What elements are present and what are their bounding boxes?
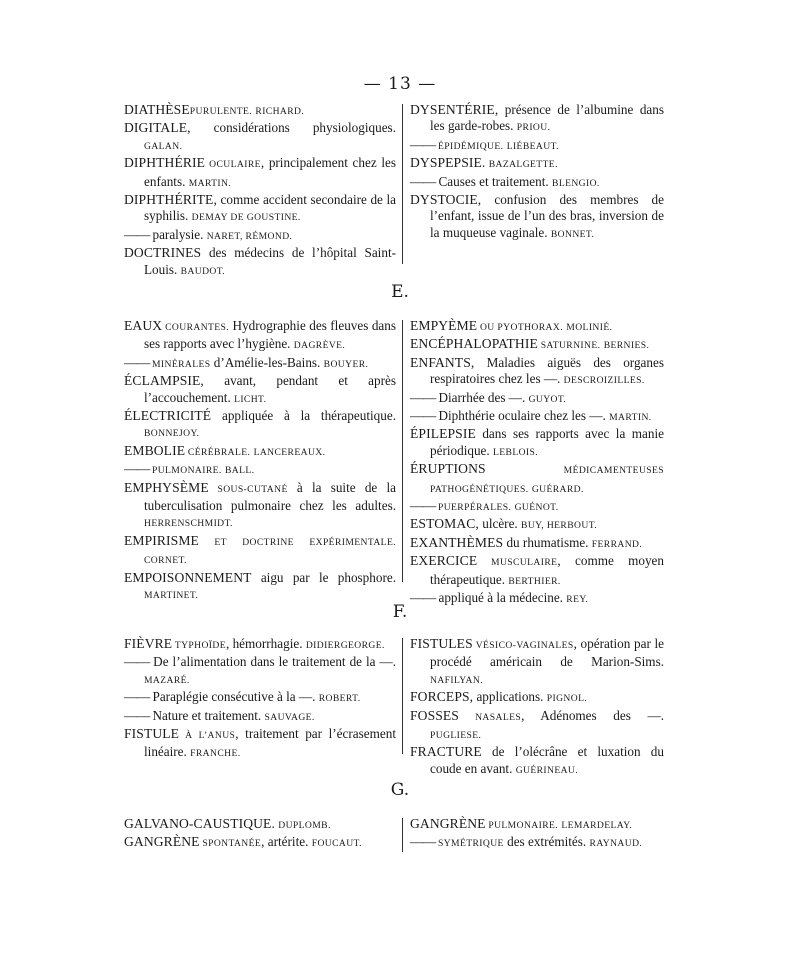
entry-author: LIÉBEAUT.	[506, 140, 559, 152]
entry-author: MARTIN.	[609, 412, 652, 424]
index-entry	[410, 336, 664, 354]
index-entry	[410, 834, 664, 852]
entry-author: BAZALGETTE.	[488, 159, 558, 171]
entry-heading: ——	[124, 689, 150, 705]
entry-qualifier: SYMÉTRIQUE	[435, 838, 504, 850]
entry-heading: ——	[410, 389, 436, 405]
entry-heading: FIÈVRE	[124, 636, 173, 651]
entry-author: RAYNAUD.	[589, 838, 643, 850]
entry-heading: DOCTRINES	[124, 245, 202, 261]
column-divider	[402, 104, 403, 264]
entry-heading: DYSENTÉRIE,	[410, 102, 499, 117]
index-entry	[124, 689, 396, 707]
index-entry	[410, 355, 664, 390]
index-entry	[410, 426, 664, 461]
entry-author: HERRENSCHMIDT.	[144, 518, 233, 530]
entry-author: MOLINIÉ.	[566, 322, 613, 333]
entry-description: considérations physiologiques.	[190, 120, 396, 136]
index-entry	[410, 689, 664, 707]
letter-heading-f: F.	[392, 602, 408, 622]
entry-author: MARTIN.	[188, 177, 232, 189]
entry-description: d’Amélie-les-Bains.	[210, 354, 324, 370]
entry-author: NARET, RÉMOND.	[206, 230, 293, 242]
entry-author: LANCEREAUX.	[253, 446, 326, 458]
entry-heading: ENCÉPHALOPATHIE	[410, 336, 538, 352]
index-entry	[410, 535, 664, 553]
entry-author: FERRAND.	[591, 538, 643, 550]
entry-author: GUÉNOT.	[514, 502, 559, 514]
entry-description: du rhumatisme.	[503, 534, 592, 550]
entry-qualifier: COURANTES.	[162, 322, 230, 333]
entry-author: FRANCHE.	[190, 748, 241, 760]
entry-heading: EMPIRISME	[124, 532, 199, 548]
entry-author: BLENGIO.	[552, 177, 600, 189]
entry-description: Nature et traitement.	[149, 707, 265, 723]
index-entry	[410, 192, 664, 243]
column-left	[124, 318, 396, 605]
entry-description: présence de l’albumine dans les garde-robes.	[430, 102, 664, 134]
entry-heading: GANGRÈNE	[124, 834, 200, 850]
entry-qualifier: MÉDICAMENTEUSES PATHOGÉNÉTIQUES.	[430, 465, 664, 495]
entry-author: BONNET.	[550, 228, 595, 240]
entry-heading: ——	[124, 226, 150, 242]
entry-qualifier: NASALES	[458, 711, 522, 723]
entry-heading: EAUX	[124, 318, 163, 333]
entry-author: LEMARDELAY.	[561, 820, 633, 831]
column-divider	[402, 818, 403, 852]
entry-description: Diphthérie oculaire chez les —.	[435, 408, 610, 424]
column-divider	[402, 638, 403, 754]
index-entry	[124, 245, 396, 280]
index-entry	[124, 461, 396, 479]
entry-heading: ——	[410, 834, 436, 850]
entry-qualifier: SPONTANÉE	[199, 838, 262, 850]
entry-description: appliqué à la médecine.	[435, 590, 567, 606]
entry-heading: FRACTURE	[410, 744, 482, 760]
entry-qualifier: PURULENTE.	[189, 106, 253, 117]
entry-description: Maladies aiguës des organes respiratoires chez les —.	[430, 354, 664, 387]
entry-author: PRIOU.	[516, 122, 551, 134]
entry-heading: ÉPILEPSIE	[410, 426, 476, 442]
entry-qualifier: ET DOCTRINE EXPÉRIMENTALE.	[198, 536, 396, 548]
entry-author: BERTHIER.	[508, 575, 561, 587]
entry-heading: ÉCLAMPSIE,	[124, 373, 204, 389]
entry-author: LICHT.	[234, 393, 267, 405]
entry-qualifier: OU PYOTHORAX.	[477, 322, 563, 333]
entry-qualifier: PULMONAIRE.	[485, 820, 559, 831]
entry-qualifier: ÉPIDÉMIQUE.	[435, 140, 504, 152]
entry-qualifier: MUSCULAIRE	[477, 557, 558, 569]
entry-description: confusion des membres de l’enfant, issue de l’un des bras, inversion de la muqueuse vaginale.	[430, 192, 664, 240]
index-entry	[410, 516, 664, 534]
entry-author: SAUVAGE.	[264, 711, 315, 723]
index-entry	[410, 390, 664, 408]
entry-description: des extrémités.	[503, 834, 590, 850]
entry-heading: ——	[410, 590, 436, 606]
entry-heading: ——	[410, 408, 436, 424]
column-left	[124, 636, 396, 763]
entry-heading: EXANTHÈMES	[410, 534, 504, 550]
entry-heading: ÉLECTRICITÉ	[124, 408, 212, 424]
entry-author: FOUCAUT.	[311, 838, 362, 850]
entry-heading: EMPHYSÈME	[124, 479, 209, 495]
entry-heading: FISTULE	[124, 726, 180, 742]
entry-heading: ——	[410, 173, 436, 189]
entry-description: , artérite.	[261, 834, 312, 850]
entry-heading: DIGITALE,	[124, 120, 191, 136]
entry-heading: ——	[410, 136, 436, 152]
entry-description: Hydrographie des fleuves dans ses rapports avec l’hygiène.	[144, 318, 397, 352]
index-entry	[410, 102, 664, 137]
entry-heading: FOSSES	[410, 707, 459, 723]
entry-heading: ESTOMAC,	[410, 516, 479, 532]
index-entry	[410, 408, 664, 426]
entry-heading: EMPYÈME	[410, 318, 478, 333]
entry-author: PIGNOL.	[546, 693, 588, 705]
entry-author: GUÉRARD.	[531, 483, 584, 495]
entry-heading: GANGRÈNE	[410, 816, 486, 831]
index-entry	[124, 480, 396, 533]
column-divider	[402, 320, 403, 582]
entry-description: avant, pendant et après l’accouchement.	[144, 373, 396, 405]
index-entry	[124, 570, 396, 605]
entry-author: GALAN.	[144, 140, 183, 152]
column-right	[410, 636, 664, 779]
entry-qualifier: VÉSICO-VAGINALES	[472, 640, 574, 651]
index-entry	[124, 533, 396, 570]
entry-author: RICHARD.	[255, 106, 305, 117]
entry-qualifier: SOUS-CUTANÉ	[208, 483, 288, 495]
index-entry	[124, 120, 396, 155]
entry-heading: DIPHTHÉRIE	[124, 155, 206, 171]
letter-heading-e: E.	[391, 282, 409, 302]
index-entry	[124, 318, 396, 355]
index-entry	[410, 318, 664, 336]
entry-qualifier: CÉRÉBRALE.	[185, 446, 251, 458]
entry-description: aigu par le phosphore.	[251, 569, 396, 585]
entry-author: BONNEJOY.	[144, 428, 200, 440]
entry-heading: FISTULES	[410, 636, 473, 651]
entry-description: , Adénomes des —.	[521, 707, 664, 723]
entry-heading: DIATHÈSE	[124, 102, 190, 117]
entry-qualifier: TYPHOÏDE	[172, 640, 226, 651]
entry-heading: ÉRUPTIONS	[410, 461, 486, 477]
index-entry	[410, 174, 664, 192]
index-entry	[124, 408, 396, 443]
entry-author: BAUDOT.	[180, 265, 226, 277]
index-entry	[124, 834, 396, 852]
entry-description: applications.	[473, 689, 547, 705]
entry-heading: ——	[410, 498, 436, 514]
entry-qualifier: SATURNINE.	[537, 340, 601, 352]
index-entry	[410, 498, 664, 516]
index-entry	[124, 443, 396, 461]
entry-qualifier: MINÉRALES	[149, 358, 211, 370]
entry-author: DAGRÈVE.	[293, 340, 346, 352]
entry-heading: EXERCICE	[410, 553, 478, 569]
column-right	[410, 816, 664, 853]
entry-description: ulcère.	[478, 516, 522, 532]
entry-author: NAFILYAN.	[430, 674, 484, 686]
entry-author: BERNIES.	[603, 340, 650, 352]
entry-author: DEMAY DE GOUSTINE.	[191, 212, 301, 224]
entry-heading: ENFANTS,	[410, 354, 475, 370]
entry-description: Paraplégie consécutive à la —.	[149, 689, 319, 705]
entry-qualifier: PULMONAIRE.	[149, 465, 222, 477]
index-entry	[124, 708, 396, 726]
entry-heading: ——	[124, 654, 150, 670]
index-entry	[410, 155, 664, 173]
entry-heading: EMPOISONNEMENT	[124, 569, 252, 585]
entry-heading: FORCEPS,	[410, 689, 474, 705]
index-entry	[124, 654, 396, 689]
entry-description: appliquée à la thérapeutique.	[211, 408, 396, 424]
entry-author: CORNET.	[144, 555, 187, 567]
entry-description: Causes et traitement.	[435, 173, 553, 189]
entry-qualifier: OCULAIRE	[205, 159, 261, 171]
entry-author: REY.	[566, 594, 589, 606]
entry-heading: DIPHTHÉRITE,	[124, 192, 217, 208]
entry-author: DESCROIZILLES.	[563, 375, 645, 387]
entry-description: dans ses rapports avec la manie périodique.	[430, 426, 664, 458]
index-entry	[124, 227, 396, 245]
entry-author: DIDIERGEORGE.	[305, 640, 385, 651]
entry-author: BOUYER.	[323, 358, 369, 370]
entry-author: GUYOT.	[528, 393, 567, 405]
entry-author: MARTINET.	[144, 590, 199, 602]
index-entry	[124, 816, 396, 834]
entry-description: , opération par le procédé américain de Marion-Sims.	[430, 636, 664, 670]
column-right	[410, 102, 664, 243]
index-entry	[410, 708, 664, 745]
index-entry	[124, 373, 396, 408]
entry-description: , comme moyen thérapeutique.	[430, 553, 664, 587]
column-right	[410, 318, 664, 609]
entry-qualifier: PUERPÉRALES.	[435, 502, 512, 514]
entry-author: MAZARÉ.	[144, 674, 190, 686]
entry-description: à la suite de la tuberculisation pulmonaire chez les adultes.	[144, 479, 396, 514]
index-entry	[124, 636, 396, 654]
index-entry	[410, 744, 664, 779]
entry-qualifier: À L’ANUS	[179, 730, 236, 742]
index-entry	[124, 355, 396, 373]
index-entry	[410, 636, 664, 689]
entry-author: GUÉRINEAU.	[515, 764, 579, 776]
entry-description: de l’olécrâne et luxation du coude en avant.	[430, 744, 664, 776]
entry-heading: ——	[124, 707, 150, 723]
entry-author: LEBLOIS.	[493, 446, 539, 458]
entry-description: comme accident secondaire de la syphilis.	[144, 192, 396, 224]
entry-description: paralysie.	[149, 226, 207, 242]
entry-author: PUGLIESE.	[430, 730, 482, 742]
entry-author: ROBERT.	[318, 693, 361, 705]
entry-description: , hémorrhagie.	[225, 636, 306, 651]
page-number: — 13 —	[363, 74, 437, 94]
entry-description: des médecins de l’hôpital Saint-Louis.	[144, 245, 396, 277]
entry-author: BUY, HERBOUT.	[521, 520, 598, 532]
index-entry	[124, 726, 396, 763]
entry-description: De l’alimentation dans le traitement de la —.	[149, 654, 396, 670]
entry-description: Diarrhée des —.	[435, 389, 529, 405]
entry-description: , traitement par l’écrasement linéaire.	[144, 726, 396, 760]
entry-description: , principalement chez les enfants.	[144, 155, 396, 189]
entry-heading: GALVANO-CAUSTIQUE.	[124, 816, 275, 831]
entry-heading: DYSTOCIE,	[410, 192, 482, 208]
entry-heading: EMBOLIE	[124, 442, 186, 458]
index-entry	[124, 192, 396, 227]
index-entry	[124, 102, 396, 120]
entry-heading: ——	[124, 461, 150, 477]
entry-author: DUPLOMB.	[278, 820, 331, 831]
index-entry	[124, 155, 396, 192]
column-left	[124, 816, 396, 853]
column-left	[124, 102, 396, 280]
index-entry	[410, 816, 664, 834]
entry-heading: DYSPEPSIE.	[410, 155, 486, 171]
index-entry	[410, 553, 664, 590]
entry-author: BALL.	[224, 465, 255, 477]
index-entry	[410, 461, 664, 498]
entry-heading: ——	[124, 354, 150, 370]
letter-heading-g: G.	[390, 780, 410, 800]
index-entry	[410, 137, 664, 155]
